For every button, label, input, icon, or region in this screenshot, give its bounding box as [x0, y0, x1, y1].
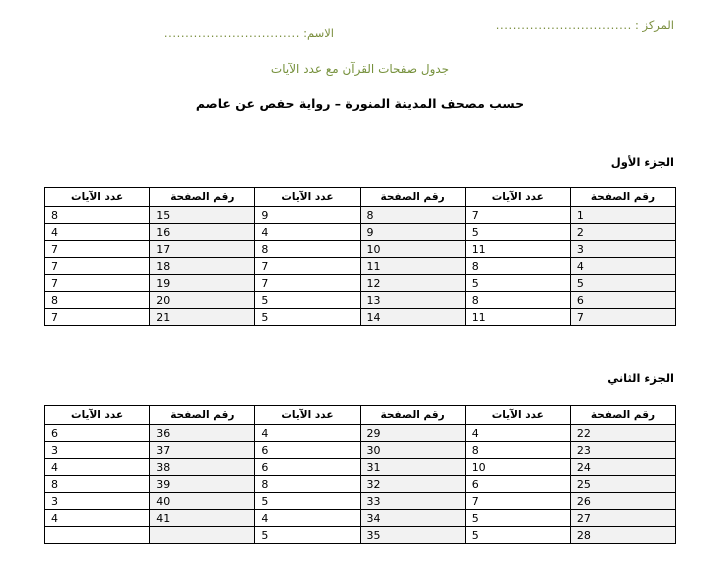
cell-verses: 7 [465, 207, 570, 224]
cell-page: 28 [570, 527, 675, 544]
cell-page: 25 [570, 476, 675, 493]
table-row [45, 241, 676, 258]
cell-verses: 11 [465, 241, 570, 258]
table-row [45, 309, 676, 326]
name-field [164, 26, 334, 40]
cell-page: 22 [570, 425, 675, 442]
table-body [45, 425, 676, 544]
cell-verses: 5 [255, 309, 360, 326]
cell-page: 41 [150, 510, 255, 527]
center-field [496, 18, 674, 32]
cell-page: 2 [570, 224, 675, 241]
cell-page: 3 [570, 241, 675, 258]
cell-page: 33 [360, 493, 465, 510]
name-field-dots[interactable]: ................................ [163, 26, 301, 40]
cell-page: 13 [360, 292, 465, 309]
cell-verses: 7 [45, 275, 150, 292]
column-header-verses-3: عدد الآيات [45, 188, 150, 207]
column-header-verses-1: عدد الآيات [465, 406, 570, 425]
page-title: جدول صفحات القرآن مع عدد الآيات [270, 62, 450, 76]
cell-page: 30 [360, 442, 465, 459]
cell-page: 31 [360, 459, 465, 476]
cell-verses: 8 [255, 241, 360, 258]
column-header-page-1: رقم الصفحة [570, 406, 675, 425]
cell-page: 24 [570, 459, 675, 476]
cell-verses: 8 [465, 292, 570, 309]
cell-page: 10 [360, 241, 465, 258]
name-field-label: الاسم: [303, 26, 334, 40]
cell-verses: 4 [45, 224, 150, 241]
table-row [45, 207, 676, 224]
cell-verses: 9 [255, 207, 360, 224]
table-row [45, 459, 676, 476]
cell-verses: 7 [45, 241, 150, 258]
table-body [45, 207, 676, 326]
table-row [45, 224, 676, 241]
cell-verses: 4 [255, 224, 360, 241]
cell-verses: 3 [45, 442, 150, 459]
cell-page: 9 [360, 224, 465, 241]
cell-page: 6 [570, 292, 675, 309]
table-header-row [45, 406, 676, 425]
column-header-page-2: رقم الصفحة [360, 188, 465, 207]
table-row [45, 493, 676, 510]
table-part-two [44, 405, 676, 544]
cell-verses: 8 [45, 292, 150, 309]
cell-page: 1 [570, 207, 675, 224]
cell-verses [45, 527, 150, 544]
table-row [45, 275, 676, 292]
cell-page: 38 [150, 459, 255, 476]
header-fields [46, 18, 674, 44]
cell-verses: 8 [465, 258, 570, 275]
page-subtitle: حسب مصحف المدينة المنورة – رواية حفص عن عاصم [195, 96, 525, 111]
cell-page: 12 [360, 275, 465, 292]
cell-verses: 11 [465, 309, 570, 326]
cell-page: 18 [150, 258, 255, 275]
cell-verses: 8 [45, 476, 150, 493]
cell-verses: 7 [45, 258, 150, 275]
table-header-row [45, 188, 676, 207]
cell-page: 34 [360, 510, 465, 527]
cell-verses: 6 [465, 476, 570, 493]
cell-page: 21 [150, 309, 255, 326]
table-row [45, 527, 676, 544]
cell-page: 27 [570, 510, 675, 527]
column-header-verses-2: عدد الآيات [255, 188, 360, 207]
section-label-part-two: الجزء الثاني [607, 371, 674, 385]
cell-verses: 6 [255, 459, 360, 476]
cell-verses: 8 [465, 442, 570, 459]
center-field-label: المركز : [634, 18, 674, 32]
cell-verses: 6 [45, 425, 150, 442]
cell-page: 7 [570, 309, 675, 326]
cell-verses: 8 [255, 476, 360, 493]
column-header-verses-2: عدد الآيات [255, 406, 360, 425]
cell-verses: 5 [465, 275, 570, 292]
cell-page: 17 [150, 241, 255, 258]
cell-page [150, 527, 255, 544]
table-row [45, 510, 676, 527]
cell-page: 16 [150, 224, 255, 241]
cell-page: 8 [360, 207, 465, 224]
cell-verses: 5 [465, 527, 570, 544]
cell-page: 14 [360, 309, 465, 326]
cell-verses: 5 [465, 510, 570, 527]
cell-page: 26 [570, 493, 675, 510]
cell-page: 15 [150, 207, 255, 224]
column-header-page-1: رقم الصفحة [570, 188, 675, 207]
cell-verses: 7 [255, 258, 360, 275]
cell-page: 37 [150, 442, 255, 459]
cell-verses: 4 [255, 425, 360, 442]
cell-verses: 4 [255, 510, 360, 527]
table-row [45, 425, 676, 442]
table-row [45, 292, 676, 309]
cell-verses: 5 [255, 527, 360, 544]
column-header-page-3: رقم الصفحة [150, 406, 255, 425]
cell-verses: 10 [465, 459, 570, 476]
cell-page: 19 [150, 275, 255, 292]
table-row [45, 476, 676, 493]
cell-verses: 7 [255, 275, 360, 292]
table-row [45, 442, 676, 459]
cell-verses: 7 [465, 493, 570, 510]
cell-verses: 5 [465, 224, 570, 241]
cell-page: 4 [570, 258, 675, 275]
table-row [45, 258, 676, 275]
cell-verses: 8 [45, 207, 150, 224]
cell-verses: 3 [45, 493, 150, 510]
column-header-page-2: رقم الصفحة [360, 406, 465, 425]
cell-page: 36 [150, 425, 255, 442]
cell-verses: 5 [255, 493, 360, 510]
column-header-page-3: رقم الصفحة [150, 188, 255, 207]
cell-verses: 4 [45, 510, 150, 527]
column-header-verses-1: عدد الآيات [465, 188, 570, 207]
cell-page: 32 [360, 476, 465, 493]
cell-page: 39 [150, 476, 255, 493]
cell-page: 11 [360, 258, 465, 275]
cell-verses: 4 [465, 425, 570, 442]
cell-page: 23 [570, 442, 675, 459]
cell-verses: 6 [255, 442, 360, 459]
cell-verses: 5 [255, 292, 360, 309]
cell-verses: 4 [45, 459, 150, 476]
center-field-dots[interactable]: ................................ [495, 18, 632, 32]
section-label-part-one: الجزء الأول [610, 155, 674, 169]
cell-verses: 7 [45, 309, 150, 326]
cell-page: 5 [570, 275, 675, 292]
table-part-one [44, 187, 676, 326]
cell-page: 29 [360, 425, 465, 442]
cell-page: 40 [150, 493, 255, 510]
cell-page: 20 [150, 292, 255, 309]
cell-page: 35 [360, 527, 465, 544]
column-header-verses-3: عدد الآيات [45, 406, 150, 425]
